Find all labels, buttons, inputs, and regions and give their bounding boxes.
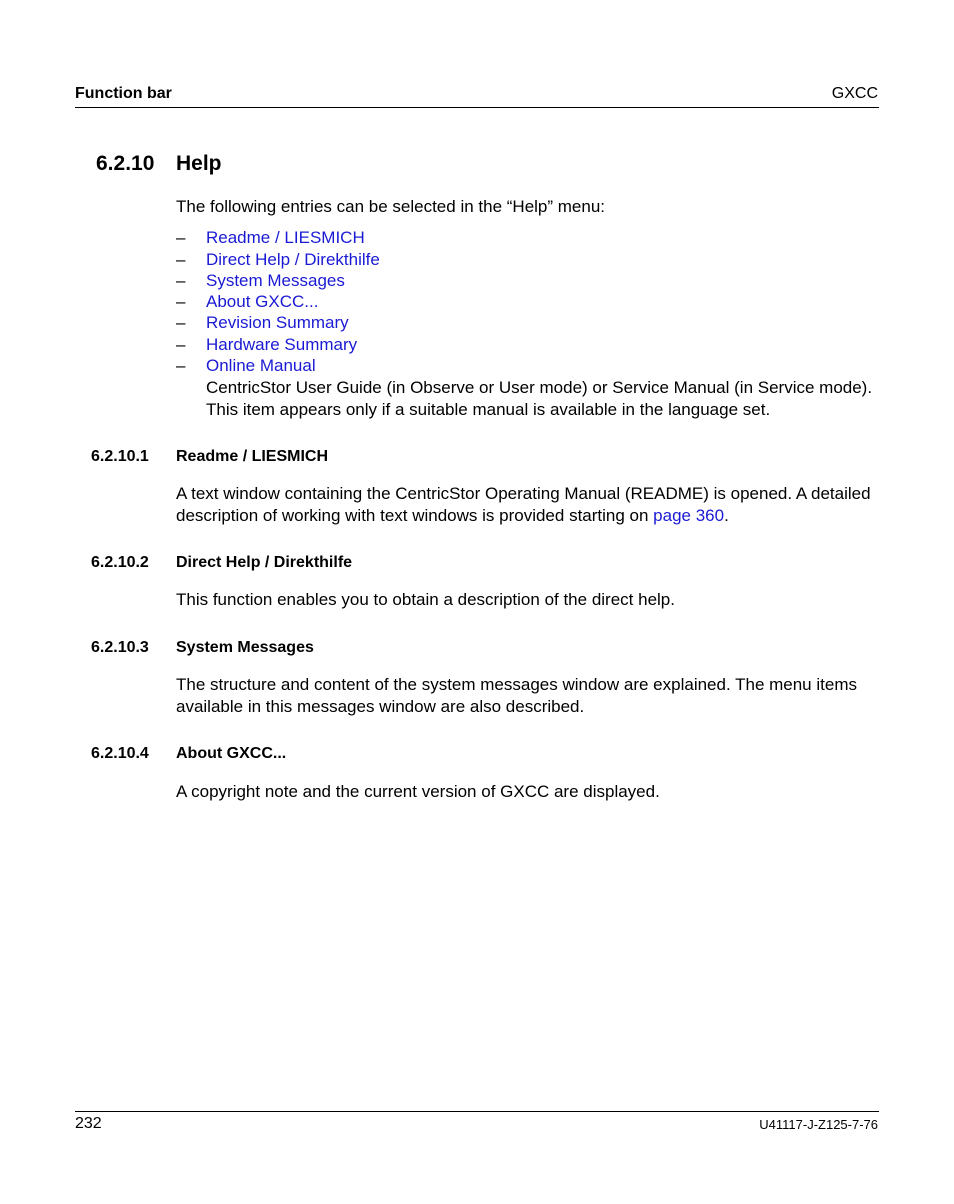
subsection-number: 6.2.10.2 xyxy=(91,554,149,571)
running-header-title: Function bar xyxy=(75,85,172,102)
link-hardware-summary[interactable]: Hardware Summary xyxy=(206,335,358,354)
body-text: A text window containing the CentricStor Operating Manual (README) is opened. A detailed description of working with text windows is provided starting on xyxy=(176,484,871,525)
subsection-body xyxy=(176,483,881,526)
page-360-link[interactable]: page 360 xyxy=(653,505,725,525)
link-revision-summary[interactable]: Revision Summary xyxy=(206,313,349,332)
list-dash: – xyxy=(176,271,186,290)
link-system-messages[interactable]: System Messages xyxy=(206,271,345,290)
subsection-title: System Messages xyxy=(176,639,314,656)
link-about-gxcc[interactable]: About GXCC... xyxy=(206,292,319,311)
list-dash: – xyxy=(176,250,186,269)
body-text-end: . xyxy=(724,505,729,525)
subsection-title: Readme / LIESMICH xyxy=(176,448,329,465)
section-title: Help xyxy=(176,152,222,175)
subsection-number: 6.2.10.4 xyxy=(91,745,149,762)
list-dash: – xyxy=(176,356,186,375)
subsection-title: About GXCC... xyxy=(176,745,287,762)
subsection-body: This function enables you to obtain a description of the direct help. xyxy=(176,590,675,609)
subsection-body: The structure and content of the system messages window are explained. The menu items available in this messages window are also described. xyxy=(176,675,857,716)
subsection-title: Direct Help / Direkthilfe xyxy=(176,554,353,571)
link-online-manual[interactable]: Online Manual xyxy=(206,356,316,375)
subsection-number: 6.2.10.1 xyxy=(91,448,149,465)
list-dash: – xyxy=(176,313,186,332)
intro-text: The following entries can be selected in the “Help” menu: xyxy=(176,197,606,216)
online-manual-description: CentricStor User Guide (in Observe or User mode) or Service Manual (in Service mode). This item appears only if a suitable manual is available in the language set. xyxy=(206,378,873,419)
header-rule xyxy=(75,107,879,108)
list-dash: – xyxy=(176,335,186,354)
footer-rule xyxy=(75,1111,879,1112)
subsection-number: 6.2.10.3 xyxy=(91,639,149,656)
section-number: 6.2.10 xyxy=(96,152,155,175)
link-direct-help[interactable]: Direct Help / Direkthilfe xyxy=(206,250,380,269)
document-id: U41117-J-Z125-7-76 xyxy=(759,1117,878,1132)
running-header-product: GXCC xyxy=(831,85,878,102)
subsection-body: A copyright note and the current version of GXCC are displayed. xyxy=(176,782,660,801)
page-number: 232 xyxy=(75,1115,102,1132)
list-dash: – xyxy=(176,228,186,247)
list-dash: – xyxy=(176,292,186,311)
link-readme[interactable]: Readme / LIESMICH xyxy=(206,228,365,247)
